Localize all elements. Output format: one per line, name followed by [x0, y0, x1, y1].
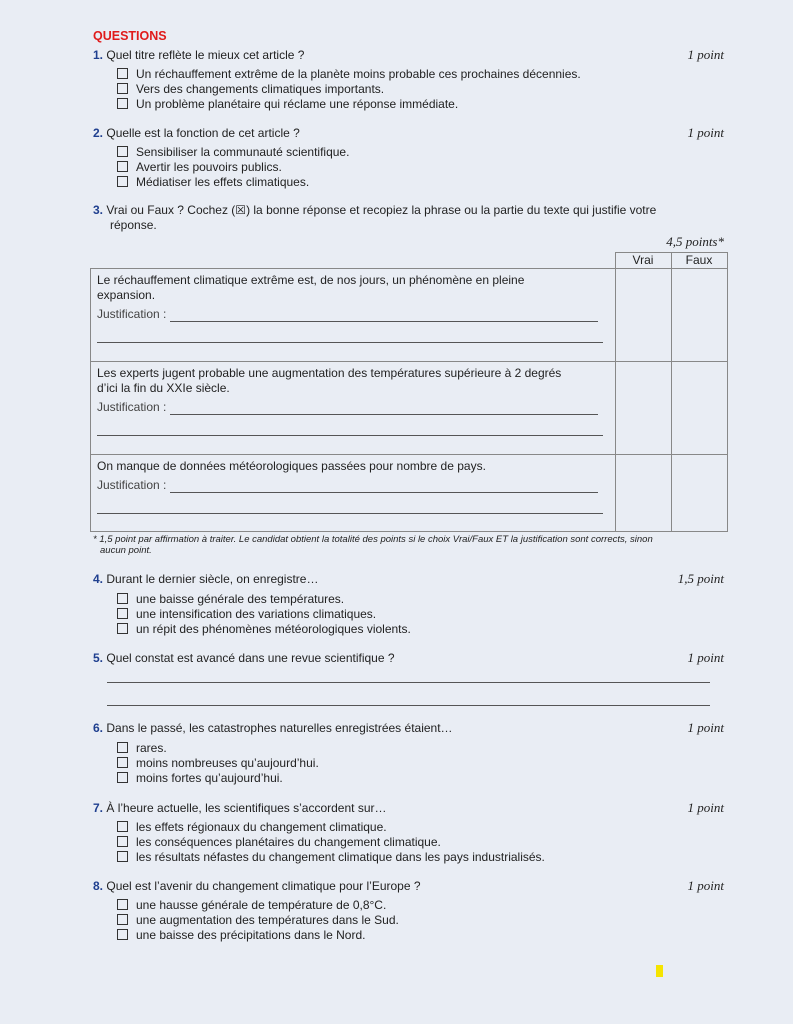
justification-label: Justification :: [97, 307, 167, 321]
question-text: Quel est l’avenir du changement climatique pour l’Europe ?: [106, 879, 421, 893]
question-points: 1 point: [687, 878, 724, 893]
column-header-vrai: Vrai: [615, 253, 671, 269]
justification-input-line[interactable]: [97, 493, 603, 514]
vrai-cell[interactable]: [615, 455, 671, 532]
question-6: [93, 720, 733, 786]
justification-label: Justification :: [97, 478, 167, 492]
question-points: 1 point: [687, 650, 724, 665]
justification-input-line[interactable]: [97, 322, 603, 343]
question-number: 4.: [93, 572, 104, 586]
table-row: [91, 269, 728, 362]
checkbox-icon[interactable]: [117, 176, 128, 187]
answer-option[interactable]: Un réchauffement extrême de la planète moins probable ces prochaines décennies.: [117, 67, 733, 82]
faux-cell[interactable]: [671, 362, 727, 455]
statement-text: expansion.: [97, 288, 156, 302]
checkbox-icon[interactable]: [117, 914, 128, 925]
answer-option[interactable]: les effets régionaux du changement climatique.: [117, 820, 733, 835]
question-number: 1.: [93, 48, 104, 62]
statement-cell: [91, 269, 616, 362]
vrai-cell[interactable]: [615, 269, 671, 362]
question-text: Quel titre reflète le mieux cet article ?: [106, 48, 305, 62]
question-points: 1 point: [687, 47, 724, 62]
question-3: [93, 203, 733, 249]
answer-line[interactable]: [107, 683, 710, 706]
statement-text: d’ici la fin du XXIe siècle.: [97, 381, 230, 395]
question-5: [93, 650, 733, 706]
answer-line[interactable]: [107, 666, 710, 683]
question-number: 5.: [93, 651, 104, 665]
question-text: À l’heure actuelle, les scientifiques s’accordent sur…: [106, 801, 387, 815]
answer-option[interactable]: une hausse générale de température de 0,8°C.: [117, 898, 733, 913]
answer-option[interactable]: un répit des phénomènes météorologiques violents.: [117, 622, 733, 637]
question-text: Vrai ou Faux ? Cochez (☒) la bonne réponse et recopiez la phrase ou la partie du texte qui justifie votre: [106, 203, 657, 217]
answer-option[interactable]: Vers des changements climatiques importants.: [117, 82, 733, 97]
page-title: QUESTIONS: [93, 29, 167, 43]
true-false-table: [90, 252, 728, 532]
answer-option[interactable]: une augmentation des températures dans le Sud.: [117, 913, 733, 928]
question-points: 4,5 points*: [666, 234, 724, 249]
justification-input[interactable]: [170, 310, 598, 322]
checkbox-icon[interactable]: [117, 608, 128, 619]
justification-input[interactable]: [170, 403, 598, 415]
statement-cell: [91, 455, 616, 532]
question-number: 2.: [93, 126, 104, 140]
answer-option[interactable]: une baisse générale des températures.: [117, 592, 733, 607]
question-2: [93, 125, 733, 190]
checkbox-icon[interactable]: [117, 98, 128, 109]
answer-option[interactable]: une baisse des précipitations dans le Nord.: [117, 928, 733, 943]
checkbox-icon[interactable]: [117, 742, 128, 753]
question-8: [93, 878, 733, 943]
checkbox-icon[interactable]: [117, 851, 128, 862]
question-7: [93, 800, 733, 865]
table-row: [91, 362, 728, 455]
checkbox-icon[interactable]: [117, 146, 128, 157]
statement-text: Les experts jugent probable une augmentation des températures supérieure à 2 degrés: [97, 366, 562, 380]
answer-option[interactable]: Médiatiser les effets climatiques.: [117, 175, 733, 190]
justification-label: Justification :: [97, 400, 167, 414]
highlight-marker: [656, 965, 663, 977]
answer-option[interactable]: moins nombreuses qu’aujourd’hui.: [117, 756, 733, 771]
checkbox-icon[interactable]: [117, 821, 128, 832]
table-row: [91, 455, 728, 532]
checkbox-icon[interactable]: [117, 593, 128, 604]
statement-text: Le réchauffement climatique extrême est, de nos jours, un phénomène en pleine: [97, 273, 525, 287]
question-4: [93, 571, 733, 637]
column-header-faux: Faux: [671, 253, 727, 269]
answer-option[interactable]: les conséquences planétaires du changement climatique.: [117, 835, 733, 850]
checkbox-icon[interactable]: [117, 899, 128, 910]
question-points: 1 point: [687, 720, 724, 735]
question-text: Dans le passé, les catastrophes naturelles enregistrées étaient…: [106, 721, 453, 735]
answer-option[interactable]: les résultats néfastes du changement climatique dans les pays industrialisés.: [117, 850, 733, 865]
checkbox-icon[interactable]: [117, 772, 128, 783]
checkbox-icon[interactable]: [117, 757, 128, 768]
question-number: 7.: [93, 801, 104, 815]
question-number: 8.: [93, 879, 104, 893]
faux-cell[interactable]: [671, 269, 727, 362]
statement-cell: [91, 362, 616, 455]
question-text: Quelle est la fonction de cet article ?: [106, 126, 300, 140]
statement-text: On manque de données météorologiques passées pour nombre de pays.: [97, 459, 486, 473]
justification-input-line[interactable]: [97, 415, 603, 436]
question-1: [93, 47, 733, 112]
vrai-cell[interactable]: [615, 362, 671, 455]
checkbox-icon[interactable]: [117, 929, 128, 940]
answer-option[interactable]: Un problème planétaire qui réclame une réponse immédiate.: [117, 97, 733, 112]
question-number: 3.: [93, 203, 104, 217]
justification-input[interactable]: [170, 481, 598, 493]
question-points: 1,5 point: [677, 571, 724, 586]
question-text-continued: réponse.: [110, 218, 157, 232]
checkbox-icon[interactable]: [117, 68, 128, 79]
checkbox-icon[interactable]: [117, 836, 128, 847]
question-points: 1 point: [687, 800, 724, 815]
answer-option[interactable]: moins fortes qu’aujourd’hui.: [117, 771, 733, 786]
footnote: * 1,5 point par affirmation à traiter. Le candidat obtient la totalité des points si le choix Vrai/Faux ET la justification sont corrects, sinon aucun point.: [93, 534, 653, 556]
checkbox-icon[interactable]: [117, 83, 128, 94]
answer-option[interactable]: rares.: [117, 741, 733, 756]
answer-option[interactable]: Avertir les pouvoirs publics.: [117, 160, 733, 175]
checkbox-icon[interactable]: [117, 623, 128, 634]
question-points: 1 point: [687, 125, 724, 140]
question-text: Quel constat est avancé dans une revue scientifique ?: [106, 651, 395, 665]
question-number: 6.: [93, 721, 104, 735]
answer-option[interactable]: Sensibiliser la communauté scientifique.: [117, 145, 733, 160]
faux-cell[interactable]: [671, 455, 727, 532]
checkbox-icon[interactable]: [117, 161, 128, 172]
question-text: Durant le dernier siècle, on enregistre…: [106, 572, 319, 586]
answer-option[interactable]: une intensification des variations climatiques.: [117, 607, 733, 622]
